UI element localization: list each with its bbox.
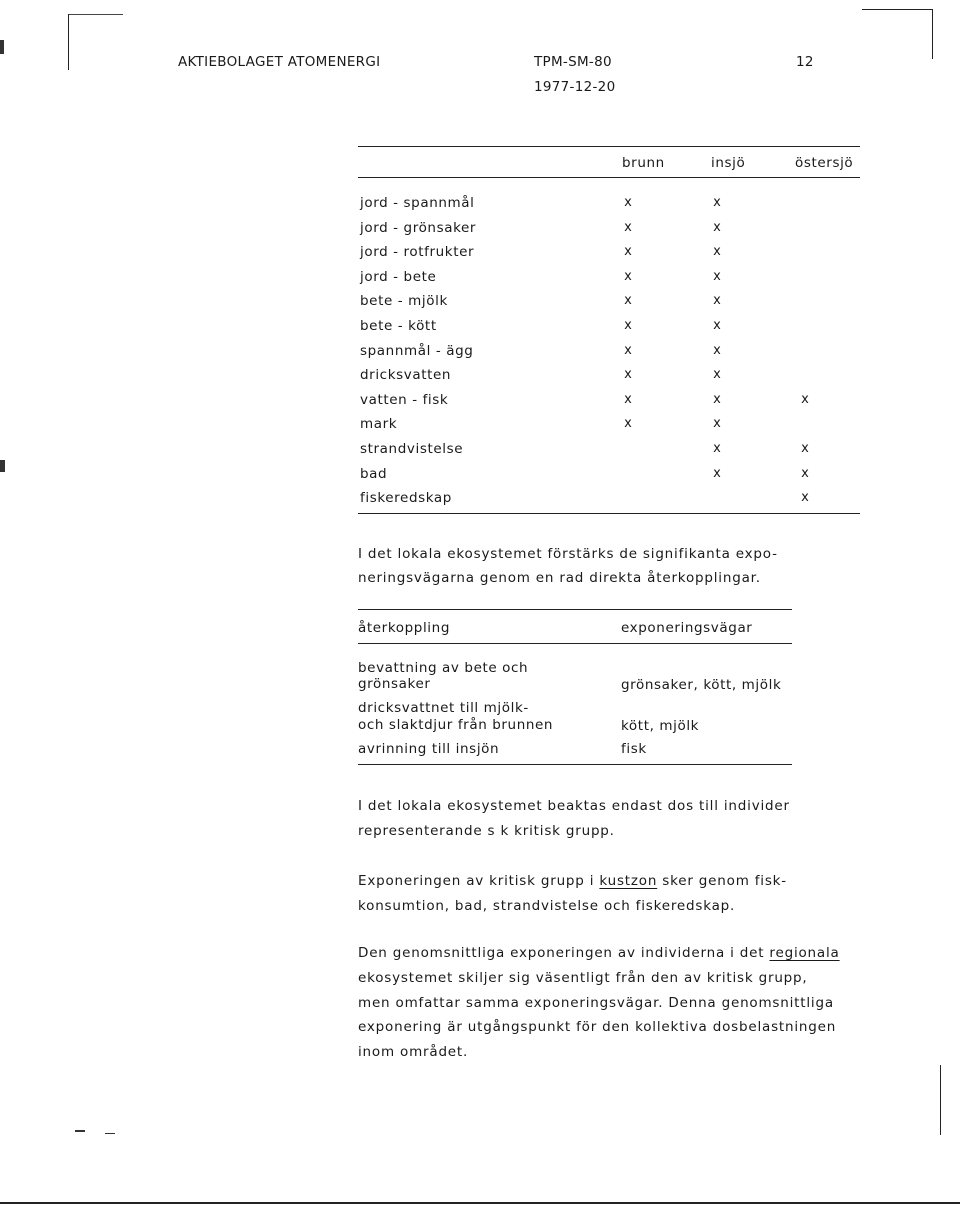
para4-underlined-regionala: regionala — [769, 945, 840, 961]
table1-top-rule — [358, 146, 860, 147]
table1-row-label: vatten - fisk — [360, 391, 449, 408]
table1-bottom-rule — [358, 513, 860, 514]
table1-row-label: jord - grönsaker — [360, 219, 477, 236]
table1-mark-brunn: x — [624, 318, 632, 333]
table1-mark-insjo: x — [713, 268, 721, 284]
table1-mark-brunn: x — [624, 219, 632, 235]
table1-mark-brunn: x — [624, 416, 632, 432]
table1-row-label: jord - bete — [360, 268, 437, 285]
table1-mark-insjo: x — [713, 293, 721, 309]
table1-mark-insjo: x — [713, 195, 721, 210]
para4-line1 — [358, 945, 840, 961]
table1-col-insjo: insjö — [711, 155, 746, 171]
scan-border-top-left — [68, 14, 123, 15]
scan-border-top-right — [862, 9, 932, 10]
para4-line5: inom området. — [358, 1044, 469, 1060]
para4-line2: ekosystemet skiljer sig väsentligt från den av kritisk grupp, — [358, 970, 808, 986]
para3-line1-start: Exponeringen av kritisk grupp i — [358, 873, 600, 889]
table1-row-label: bete - mjölk — [360, 293, 448, 310]
table1-mark-insjo: x — [713, 391, 721, 407]
para3-line1-end: sker genom fisk- — [657, 873, 787, 889]
scan-border-bottom-right — [940, 1065, 941, 1135]
table1-row-label: jord - spannmål — [360, 195, 475, 211]
table2-col-exponeringsvagar: exponeringsvägar — [621, 620, 753, 636]
scan-border-left — [68, 14, 69, 70]
table1-row-label: strandvistelse — [360, 441, 464, 457]
table2-row2-pathways: kött, mjölk — [621, 718, 700, 734]
table1-col-ostersjo: östersjö — [795, 155, 854, 171]
table1-mark-ostersjo: x — [801, 465, 809, 481]
para1-line2: neringsvägarna genom en rad direkta återkopplingar. — [358, 570, 761, 586]
table1-mark-insjo: x — [713, 244, 721, 260]
company-name: AKTIEBOLAGET ATOMENERGI — [178, 54, 381, 70]
table2-row1-pathways: grönsaker, kött, mjölk — [621, 677, 782, 693]
table1-mark-brunn: x — [624, 268, 632, 284]
table1-mark-insjo: x — [713, 465, 721, 481]
table2-col-aterkoppling: återkoppling — [358, 620, 450, 636]
table1-mark-insjo: x — [713, 318, 721, 333]
table1-mark-brunn: x — [624, 391, 632, 407]
table1-mark-insjo: x — [713, 441, 721, 456]
scan-mark-left-edge-2 — [0, 460, 5, 472]
para3-underlined-kustzon: kustzon — [599, 873, 658, 889]
table1-mark-ostersjo: x — [801, 391, 809, 407]
table1-mark-insjo: x — [713, 219, 721, 235]
para3-line2: konsumtion, bad, strandvistelse och fiskeredskap. — [358, 898, 736, 914]
table1-mark-brunn: x — [624, 342, 632, 358]
table2-row2-line1: dricksvattnet till mjölk- — [358, 700, 529, 716]
para2-line2: representerande s k kritisk grupp. — [358, 823, 615, 839]
table2-bottom-rule — [358, 764, 792, 765]
page-number: 12 — [796, 54, 814, 70]
table1-row-label: bad — [360, 465, 388, 482]
table2-row1-line2: grönsaker — [358, 676, 431, 692]
para3-line1 — [358, 873, 787, 889]
table2-row3-line1: avrinning till insjön — [358, 741, 500, 757]
table1-row-label: dricksvatten — [360, 367, 452, 384]
scan-mark-bottom-left-2 — [105, 1133, 115, 1134]
table2-row1-line1: bevattning av bete och — [358, 660, 529, 676]
para1-line1: I det lokala ekosystemet förstärks de signifikanta expo- — [358, 546, 778, 562]
table2-header-rule — [358, 643, 792, 644]
table1-row-label: spannmål - ägg — [360, 342, 474, 359]
table1-header-rule — [358, 177, 860, 178]
scan-border-bottom — [0, 1202, 960, 1204]
table1-mark-insjo: x — [713, 367, 721, 383]
table1-mark-brunn: x — [624, 367, 632, 383]
para4-line3: men omfattar samma exponeringsvägar. Denna genomsnittliga — [358, 995, 834, 1011]
para4-line4: exponering är utgångspunkt för den kollektiva dosbelastningen — [358, 1019, 837, 1035]
table1-col-brunn: brunn — [622, 155, 665, 171]
table1-row-label: jord - rotfrukter — [360, 244, 475, 261]
para4-line1-start: Den genomsnittliga exponeringen av individerna i det — [358, 945, 770, 961]
table1-row-label: mark — [360, 416, 398, 433]
scan-mark-left-edge — [0, 40, 4, 54]
table1-mark-brunn: x — [624, 293, 632, 309]
table1-mark-insjo: x — [713, 416, 721, 432]
table1-mark-insjo: x — [713, 342, 721, 358]
para2-line1: I det lokala ekosystemet beaktas endast dos till individer — [358, 798, 790, 814]
table2-row2-line2: och slaktdjur från brunnen — [358, 717, 554, 733]
report-number: TPM-SM-80 — [534, 54, 612, 70]
table1-row-label: bete - kött — [360, 318, 437, 334]
table1-mark-ostersjo: x — [801, 490, 809, 506]
scan-mark-bottom-left — [75, 1130, 85, 1132]
table1-mark-brunn: x — [624, 244, 632, 260]
report-date: 1977-12-20 — [534, 79, 616, 95]
table1-mark-ostersjo: x — [801, 441, 809, 456]
table1-mark-brunn: x — [624, 195, 632, 210]
table2-top-rule — [358, 609, 792, 610]
table1-row-label: fiskeredskap — [360, 490, 452, 507]
scan-border-right — [932, 9, 933, 59]
table2-row3-pathways: fisk — [621, 741, 647, 757]
